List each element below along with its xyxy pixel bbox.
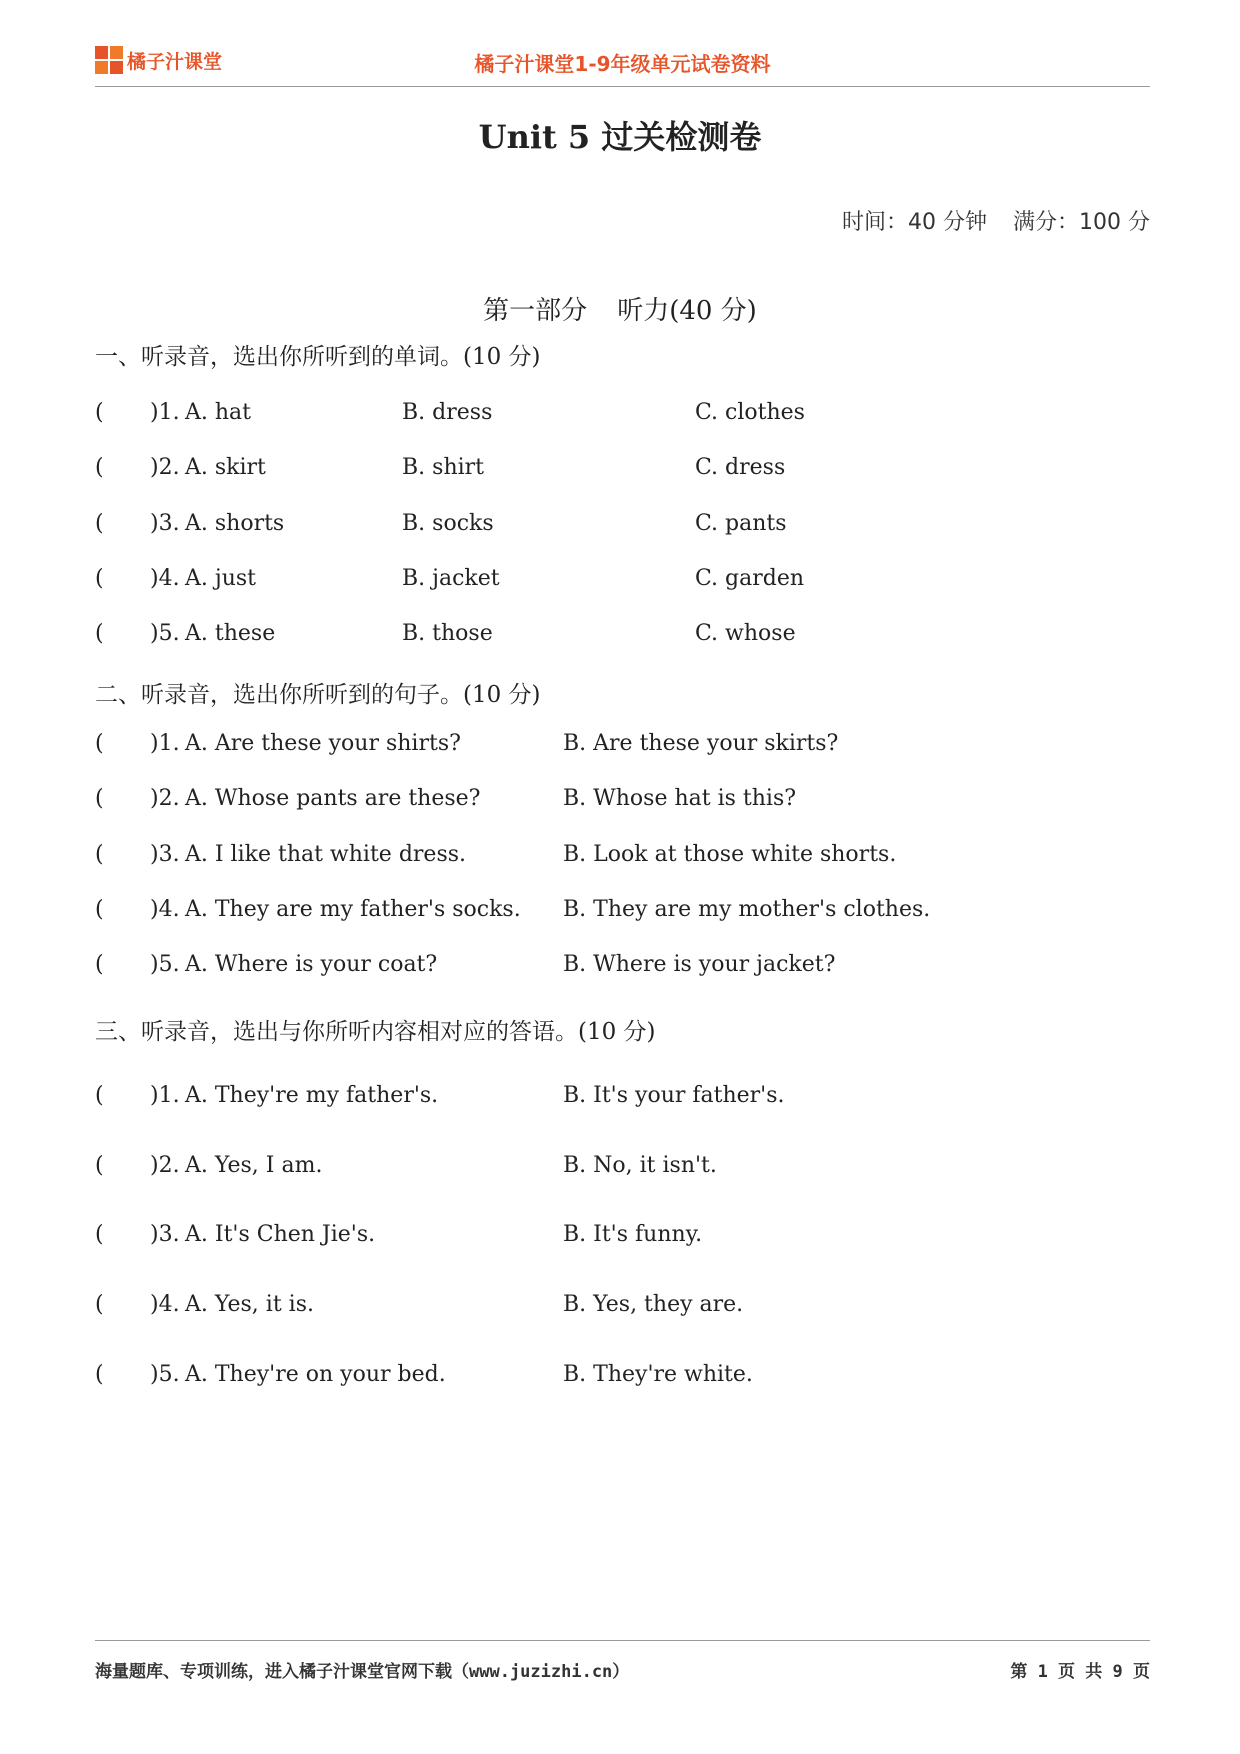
section-heading: 二、听录音，选出你所听到的句子。(10 分)	[95, 682, 541, 708]
footer-promo: 海量题库、专项训练，进入橘子汁课堂官网下载（www.juzizhi.cn）	[95, 1662, 630, 1682]
question-number: )3.	[150, 842, 180, 867]
answer-blank[interactable]: (	[95, 1153, 104, 1178]
option-b: B. No, it isn't.	[563, 1153, 717, 1178]
answer-blank[interactable]: (	[95, 731, 104, 756]
answer-blank[interactable]: (	[95, 952, 104, 977]
answer-blank[interactable]: (	[95, 1083, 104, 1108]
question-number: )3.	[150, 1222, 180, 1247]
answer-blank[interactable]: (	[95, 897, 104, 922]
part-label: 第一部分	[483, 296, 588, 326]
option-b: B. It's your father's.	[563, 1083, 785, 1108]
question-number: )5.	[150, 621, 180, 646]
question-row	[95, 1222, 1095, 1252]
answer-blank[interactable]: (	[95, 1222, 104, 1247]
option-a: A. They're my father's.	[185, 1083, 439, 1108]
question-row	[95, 1083, 1095, 1113]
answer-blank[interactable]: (	[95, 511, 104, 536]
answer-blank[interactable]: (	[95, 786, 104, 811]
answer-blank[interactable]: (	[95, 1362, 104, 1387]
option-a: A. They're on your bed.	[185, 1362, 446, 1387]
question-row	[95, 1153, 1095, 1183]
option-b: B. Where is your jacket?	[563, 952, 836, 977]
option-c: C. garden	[695, 566, 805, 591]
option-b: B. Whose hat is this?	[563, 786, 797, 811]
section-heading: 一、听录音，选出你所听到的单词。(10 分)	[95, 344, 541, 370]
answer-blank[interactable]: (	[95, 621, 104, 646]
option-a: A. these	[185, 621, 276, 646]
exam-meta	[842, 205, 1150, 236]
answer-blank[interactable]: (	[95, 400, 104, 425]
question-number: )2.	[150, 786, 180, 811]
question-row	[95, 897, 1095, 927]
question-row	[95, 621, 1095, 651]
option-b: B. Yes, they are.	[563, 1292, 744, 1317]
option-b: B. Look at those white shorts.	[563, 842, 897, 867]
question-number: )2.	[150, 455, 180, 480]
page-title: Unit 5 过关检测卷	[478, 118, 762, 156]
option-c: C. whose	[695, 621, 796, 646]
option-b: B. shirt	[402, 455, 485, 480]
option-c: C. dress	[695, 455, 786, 480]
question-number: )1.	[150, 400, 180, 425]
question-row	[95, 1362, 1095, 1392]
page-header	[95, 40, 1150, 87]
question-number: )1.	[150, 1083, 180, 1108]
question-row	[95, 455, 1095, 485]
question-row	[95, 511, 1095, 541]
part-heading	[0, 290, 1240, 327]
option-a: A. Yes, it is.	[185, 1292, 314, 1317]
option-b: B. It's funny.	[563, 1222, 703, 1247]
answer-blank[interactable]: (	[95, 455, 104, 480]
header-title: 橘子汁课堂1-9年级单元试卷资料	[474, 52, 771, 76]
answer-blank[interactable]: (	[95, 842, 104, 867]
question-number: )2.	[150, 1153, 180, 1178]
question-row	[95, 1292, 1095, 1322]
full-score: 满分：100 分	[1013, 210, 1150, 235]
logo-text: 橘子汁课堂	[127, 50, 223, 73]
option-b: B. those	[402, 621, 493, 646]
option-a: A. Where is your coat?	[185, 952, 438, 977]
question-number: )5.	[150, 952, 180, 977]
option-a: A. shorts	[185, 511, 285, 536]
option-b: B. Are these your skirts?	[563, 731, 839, 756]
question-row	[95, 566, 1095, 596]
page-footer	[95, 1640, 1150, 1691]
section-heading: 三、听录音，选出与你所听内容相对应的答语。(10 分)	[95, 1019, 656, 1045]
question-number: )4.	[150, 566, 180, 591]
option-a: A. hat	[185, 400, 251, 425]
option-b: B. They're white.	[563, 1362, 753, 1387]
option-a: A. Whose pants are these?	[185, 786, 481, 811]
option-a: A. I like that white dress.	[185, 842, 467, 867]
option-b: B. socks	[402, 511, 494, 536]
question-row	[95, 842, 1095, 872]
option-b: B. dress	[402, 400, 493, 425]
option-b: B. They are my mother's clothes.	[563, 897, 931, 922]
question-row	[95, 786, 1095, 816]
question-number: )1.	[150, 731, 180, 756]
question-row	[95, 400, 1095, 430]
question-number: )4.	[150, 897, 180, 922]
question-number: )3.	[150, 511, 180, 536]
option-a: A. Are these your shirts?	[185, 731, 461, 756]
question-row	[95, 731, 1095, 761]
option-c: C. pants	[695, 511, 787, 536]
part-name: 听力(40 分)	[617, 296, 757, 326]
option-a: A. They are my father's socks.	[185, 897, 521, 922]
option-c: C. clothes	[695, 400, 805, 425]
option-a: A. Yes, I am.	[185, 1153, 323, 1178]
answer-blank[interactable]: (	[95, 566, 104, 591]
option-a: A. It's Chen Jie's.	[185, 1222, 376, 1247]
page-number: 第 1 页 共 9 页	[1010, 1662, 1150, 1682]
question-number: )4.	[150, 1292, 180, 1317]
time-limit: 时间：40 分钟	[842, 210, 987, 235]
option-a: A. just	[185, 566, 256, 591]
question-number: )5.	[150, 1362, 180, 1387]
option-b: B. jacket	[402, 566, 500, 591]
question-row	[95, 952, 1095, 982]
answer-blank[interactable]: (	[95, 1292, 104, 1317]
option-a: A. skirt	[185, 455, 266, 480]
